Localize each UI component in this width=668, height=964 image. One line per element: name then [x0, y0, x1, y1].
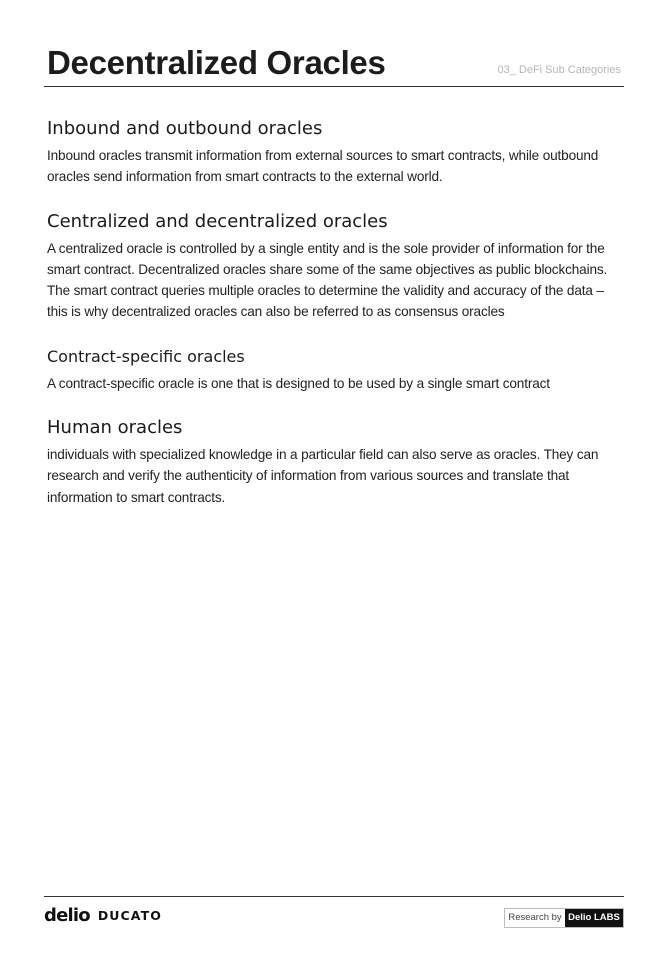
section-body: A centralized oracle is controlled by a single entity and is the sole provider of information for the smart contract. Decentralized oracles share some of the same objectives as public blockchains. The smart contract queries multiple oracles to determine the validity and accuracy of the data – this is why decentralized oracles can also be referred to as consensus oracles	[47, 240, 608, 320]
delio-ducato-logo	[44, 903, 162, 927]
research-brand: Delio LABS	[565, 909, 623, 927]
section-heading: Human oracles	[47, 417, 183, 439]
section-contract-specific	[47, 345, 622, 394]
section-human-oracles	[47, 416, 622, 508]
logo-delio-wordmark: delio	[44, 904, 90, 926]
section-heading: Inbound and outbound oracles	[47, 118, 323, 139]
header-divider	[44, 86, 624, 87]
main-content	[47, 117, 622, 530]
section-heading: Contract-specific oracles	[47, 346, 245, 366]
section-label: 03_ DeFi Sub Categories	[497, 64, 621, 76]
footer-divider	[44, 896, 624, 897]
research-by-badge	[504, 908, 624, 928]
section-body: Inbound oracles transmit information from external sources to smart contracts, while outbound oracles send information from smart contracts to the external world.	[47, 148, 599, 185]
logo-ducato-wordmark: DUCATO	[97, 907, 162, 923]
section-heading: Centralized and decentralized oracles	[47, 210, 388, 232]
page-title: Decentralized Oracles	[47, 44, 386, 81]
research-label: Research by	[508, 912, 562, 923]
section-body: individuals with specialized knowledge in a particular field can also serve as oracles. They can research and verify the authenticity of information from various sources and translate that information to smart contracts.	[47, 447, 599, 505]
section-centralized-decentralized	[47, 210, 622, 323]
page-header	[44, 40, 624, 86]
section-inbound-outbound	[47, 117, 622, 188]
section-body: A contract-specific oracle is one that is designed to be used by a single smart contract	[47, 375, 550, 391]
